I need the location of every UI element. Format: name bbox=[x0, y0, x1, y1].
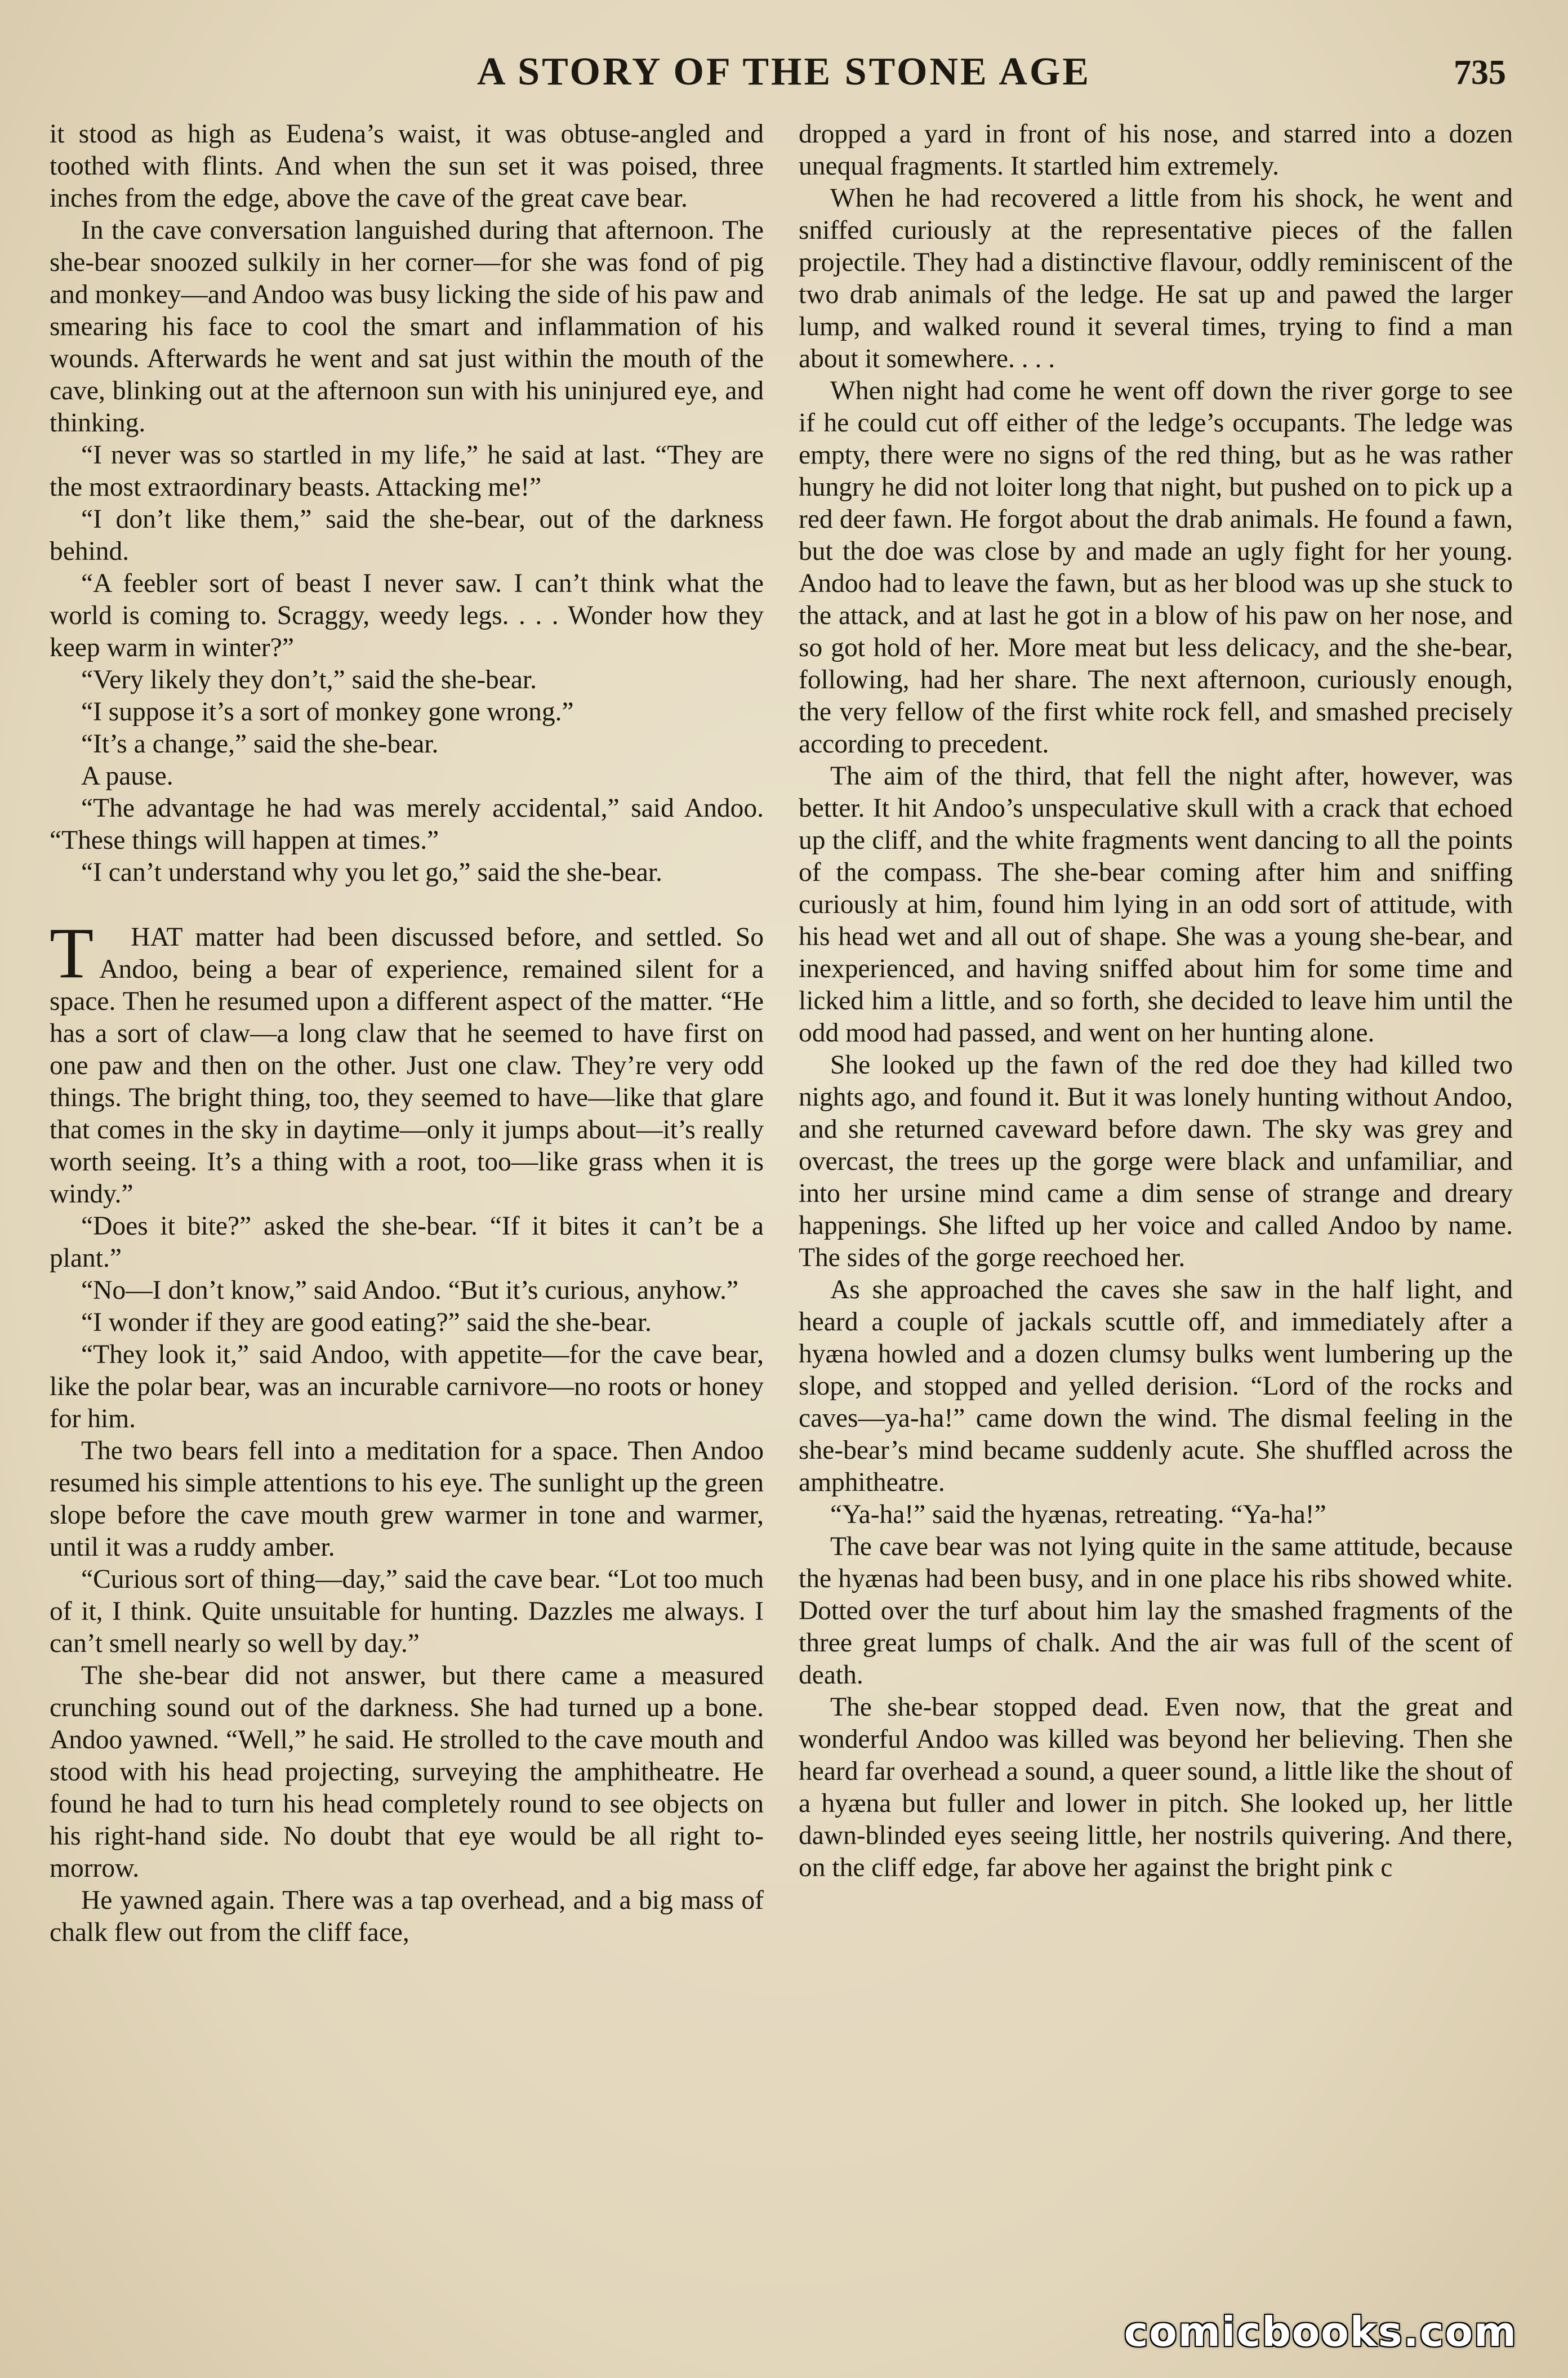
paragraph bbox=[50, 1885, 764, 1949]
paragraph bbox=[50, 504, 764, 568]
paragraph-text: When he had recovered a little from his shock, he went and sniffed curiously at the representative pieces of the fallen projectile. They had a distinctive flavour, oddly reminiscent of the two drab animals of the ledge. He sat up and pawed the larger lump, and walked round it several times, trying to find a man about it somewhere. . . . bbox=[799, 184, 1513, 373]
paragraph-text: “Does it bite?” asked the she-bear. “If it bites it can’t be a plant.” bbox=[50, 1212, 764, 1273]
paragraph bbox=[50, 1210, 764, 1275]
paragraph-text: The aim of the third, that fell the night after, however, was better. It hit Andoo’s unspeculative skull with a crack that echoed up the cliff, and the white fragments went dancing to all the points of the compass. The she-bear coming after him and sniffing curiously at him, found him lying in an odd sort of attitude, with his head wet and all out of shape. She was a young she-bear, and inexperienced, and having sniffed about him for some time and licked him a little, and so forth, she decided to leave him until the odd mood had passed, and went on her hunting alone. bbox=[799, 762, 1513, 1048]
paragraph bbox=[50, 1275, 764, 1307]
paragraph bbox=[50, 857, 764, 889]
paragraph bbox=[799, 1499, 1513, 1531]
paragraph bbox=[50, 664, 764, 696]
paragraph-text: “It’s a change,” said the she-bear. bbox=[81, 729, 439, 759]
paragraph-text: He yawned again. There was a tap overhead, and a big mass of chalk flew out from the cliff face, bbox=[50, 1886, 764, 1947]
paragraph bbox=[799, 1531, 1513, 1691]
watermark: comicbooks.com bbox=[1124, 2308, 1517, 2355]
page-number: 735 bbox=[1454, 54, 1506, 92]
paragraph-text: “A feebler sort of beast I never saw. I can’t think what the world is coming to. Scraggy, weedy legs. . . . Wonder how they keep warm in winter?” bbox=[50, 569, 764, 662]
paragraph-text: “I never was so startled in my life,” he said at last. “They are the most extraordinary beasts. Attacking me!” bbox=[50, 440, 764, 502]
paragraph-text: “I suppose it’s a sort of monkey gone wrong.” bbox=[81, 697, 574, 727]
paragraph-text: In the cave conversation languished during that afternoon. The she-bear snoozed sulkily in her corner—for she was fond of pig and monkey—and Andoo was busy licking the side of his paw and smearing his face to cool the smart and inflammation of his wounds. Afterwards he went and sat just within the mouth of the cave, blinking out at the afternoon sun with his uninjured eye, and thinking. bbox=[50, 216, 764, 438]
paragraph bbox=[799, 182, 1513, 375]
paragraph-text: “They look it,” said Andoo, with appetite—for the cave bear, like the polar bear, was an incurable carnivore—no roots or honey for him. bbox=[50, 1340, 764, 1433]
paragraph bbox=[799, 760, 1513, 1049]
paragraph bbox=[799, 118, 1513, 182]
paragraph-text: The she-bear stopped dead. Even now, that the great and wonderful Andoo was killed was beyond her believing. Then she heard far overhead a sound, a queer sound, a little like the shout of a hyæna but fuller and lower in pitch. She looked up, her little dawn-blinded eyes seeing little, her nostrils quivering. And there, on the cliff edge, far above her against the bright pink c bbox=[799, 1693, 1513, 1882]
paragraph-text: “Curious sort of thing—day,” said the cave bear. “Lot too much of it, I think. Quite unsuitable for hunting. Dazzles me always. I can’t smell nearly so well by day.” bbox=[50, 1565, 764, 1658]
drop-cap: T bbox=[50, 913, 94, 993]
paragraph-text: dropped a yard in front of his nose, and starred into a dozen unequal fragments. It startled him extremely. bbox=[799, 119, 1513, 181]
paragraph-text: The she-bear did not answer, but there came a measured crunching sound out of the darkness. She had turned up a bone. Andoo yawned. “Well,” he said. He strolled to the cave mouth and stood with his head projecting, surveying the amphitheatre. He found he had to turn his head completely round to see objects on his right-hand side. No doubt that eye would be all right to-morrow. bbox=[50, 1661, 764, 1883]
paragraph-text: “I can’t understand why you let go,” said the she-bear. bbox=[81, 858, 662, 887]
paragraph bbox=[50, 913, 764, 1210]
running-title: A STORY OF THE STONE AGE bbox=[476, 50, 1092, 93]
paragraph-text: “I don’t like them,” said the she-bear, out of the darkness behind. bbox=[50, 505, 764, 566]
paragraph-text: As she approached the caves she saw in the half light, and heard a couple of jackals scuttle off, and immediately after a hyæna howled and a dozen clumsy bulks went lumbering up the slope, and stopped and yelled derision. “Lord of the rocks and caves—ya-ha!” came down the wind. The dismal feeling in the she-bear’s mind became suddenly acute. She shuffled across the amphitheatre. bbox=[799, 1275, 1513, 1497]
paragraph bbox=[799, 1274, 1513, 1499]
paragraph-text: She looked up the fawn of the red doe they had killed two nights ago, and found it. But it was lonely hunting without Andoo, and she returned caveward before dawn. The sky was grey and overcast, the trees up the gorge were black and unfamiliar, and into her ursine mind came a dim sense of strange and dreary happenings. She lifted up her voice and called Andoo by name. The sides of the gorge reechoed her. bbox=[799, 1050, 1513, 1272]
paragraph-text: “Ya-ha!” said the hyænas, retreating. “Ya-ha!” bbox=[830, 1500, 1326, 1529]
paragraph bbox=[50, 118, 764, 215]
paragraph-text: “Very likely they don’t,” said the she-bear. bbox=[81, 665, 537, 694]
paragraph-text: A pause. bbox=[81, 762, 173, 791]
paragraph bbox=[799, 375, 1513, 760]
paragraph-text: When night had come he went off down the river gorge to see if he could cut off either of the ledge’s occupants. The ledge was empty, there were no signs of the red thing, but as he was rather hungry he did not loiter long that night, but pushed on to pick up a red deer fawn. He forgot about the drab animals. He found a fawn, but the doe was close by and made an ugly fight for her young. Andoo had to leave the fawn, but as her blood was up she stuck to the attack, and at last he got in a blow of his paw on her nose, and so got hold of her. More meat but less delicacy, and the she-bear, following, had her share. The next afternoon, curiously enough, the very fellow of the first white rock fell, and smashed precisely according to precedent. bbox=[799, 376, 1513, 759]
paragraph bbox=[50, 215, 764, 439]
paragraph bbox=[50, 1564, 764, 1660]
page-header bbox=[0, 50, 1568, 106]
paragraph bbox=[50, 1435, 764, 1564]
paragraph bbox=[50, 568, 764, 664]
paragraph bbox=[50, 728, 764, 760]
paragraph bbox=[50, 1660, 764, 1885]
paragraph-text: it stood as high as Eudena’s waist, it was obtuse-angled and toothed with flints. And when the sun set it was poised, three inches from the edge, above the cave of the great cave bear. bbox=[50, 119, 764, 213]
paragraph-text: “The advantage he had was merely accidental,” said Andoo. “These things will happen at times.” bbox=[50, 794, 764, 855]
paragraph bbox=[50, 792, 764, 857]
left-text-column bbox=[50, 118, 764, 1949]
right-text-column bbox=[799, 118, 1513, 1884]
paragraph-text: HAT matter had been discussed before, and settled. So Andoo, being a bear of experience, remained silent for a space. Then he resumed upon a different aspect of the matter. “He has a sort of claw—a long claw that he seemed to have first on one paw and then on the other. Just one claw. They’re very odd things. The bright thing, too, they seemed to have—like that glare that comes in the sky in daytime—only it jumps about—it’s really worth seeing. It’s a thing with a root, too—like grass when it is windy.” bbox=[50, 923, 764, 1209]
paragraph bbox=[50, 1339, 764, 1435]
paragraph bbox=[50, 1307, 764, 1339]
paragraph bbox=[50, 760, 764, 792]
paragraph-text: “No—I don’t know,” said Andoo. “But it’s curious, anyhow.” bbox=[81, 1276, 739, 1305]
paragraph-text: The cave bear was not lying quite in the same attitude, because the hyænas had been busy, and in one place his ribs showed white. Dotted over the turf about him lay the smashed fragments of the three great lumps of chalk. And the air was full of the scent of death. bbox=[799, 1532, 1513, 1690]
paragraph-text: The two bears fell into a meditation for a space. Then Andoo resumed his simple attentions to his eye. The sunlight up the green slope before the cave mouth grew warmer in tone and warmer, until it was a ruddy amber. bbox=[50, 1436, 764, 1562]
paragraph bbox=[799, 1049, 1513, 1274]
paragraph bbox=[799, 1691, 1513, 1884]
paragraph bbox=[50, 696, 764, 728]
paragraph-text: “I wonder if they are good eating?” said the she-bear. bbox=[81, 1308, 652, 1337]
paragraph bbox=[50, 439, 764, 504]
